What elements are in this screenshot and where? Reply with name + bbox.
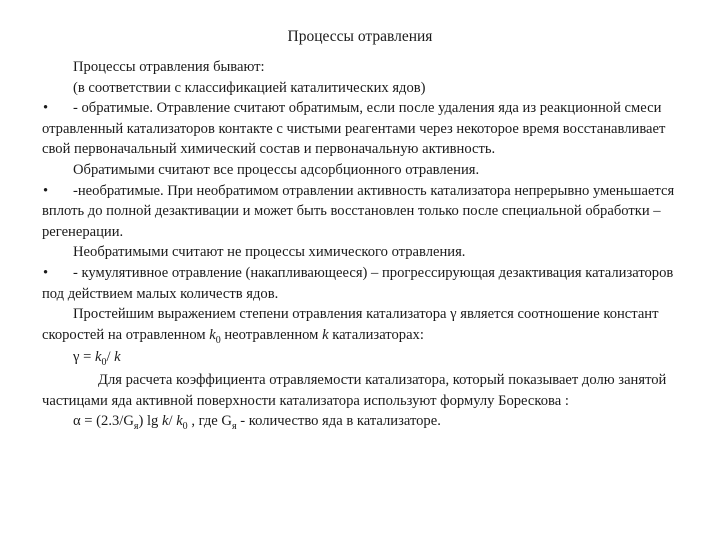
intro-line-2: (в соответствии с классификацией каталитических ядов) [73,79,426,96]
bullet-icon: • [43,182,49,199]
bullet-icon: • [43,264,49,281]
bullet-reversible-text: - обратимые. Отравление считают обратимым, если после удаления яда из реакционной смеси отравленный катализаторов контакте с чистыми реагентами через некоторое время восстанавливает свой первоначальный химический состав и первоначальную активность. [42,100,666,158]
formula-gamma: $\gamma = k_0/$ k [73,349,121,369]
bullet-reversible [42,98,688,160]
bullet-icon: • [43,100,49,117]
slide-title: Процессы отравления [287,28,433,45]
bullet-cumulative [42,263,688,304]
bullet-cumulative-text: - кумулятивное отравление (накапливающееся) – прогрессирующая дезактивация катализаторов под действием малых количеств ядов. [42,264,674,302]
note-irreversible: Необратимыми считают не процессы химического отравления. [73,244,466,261]
bullet-irreversible-text: -необратимые. При необратимом отравлении активность катализатора непрерывно уменьшается вплоть до полной дезактивации и может быть восстановлен только после специальной обработки –регенерации. [42,182,675,240]
bullet-irreversible [42,181,688,243]
note-reversible: Обратимыми считают все процессы адсорбционного отравления. [73,161,480,178]
slide-body [42,57,688,434]
paragraph-boreskov: Для расчета коэффициента отравляемости катализатора, который показывает долю занятой частицами яда активной поверхности катализатора используют формулу Борескова : [42,371,667,409]
intro-line-1: Процессы отравления бывают: [73,59,265,75]
paragraph-poisoning-degree: Простейшим выражением степени отравления катализатора γ является соотношение констант скоростей на отравленном $k_0$ неотравленном k катализаторах: [42,306,659,346]
formula-alpha: $\alpha = (2.3/G_я)$ lg k/ $k_0$ , где $G_я$ - количество яда в катализаторе. [73,413,441,433]
